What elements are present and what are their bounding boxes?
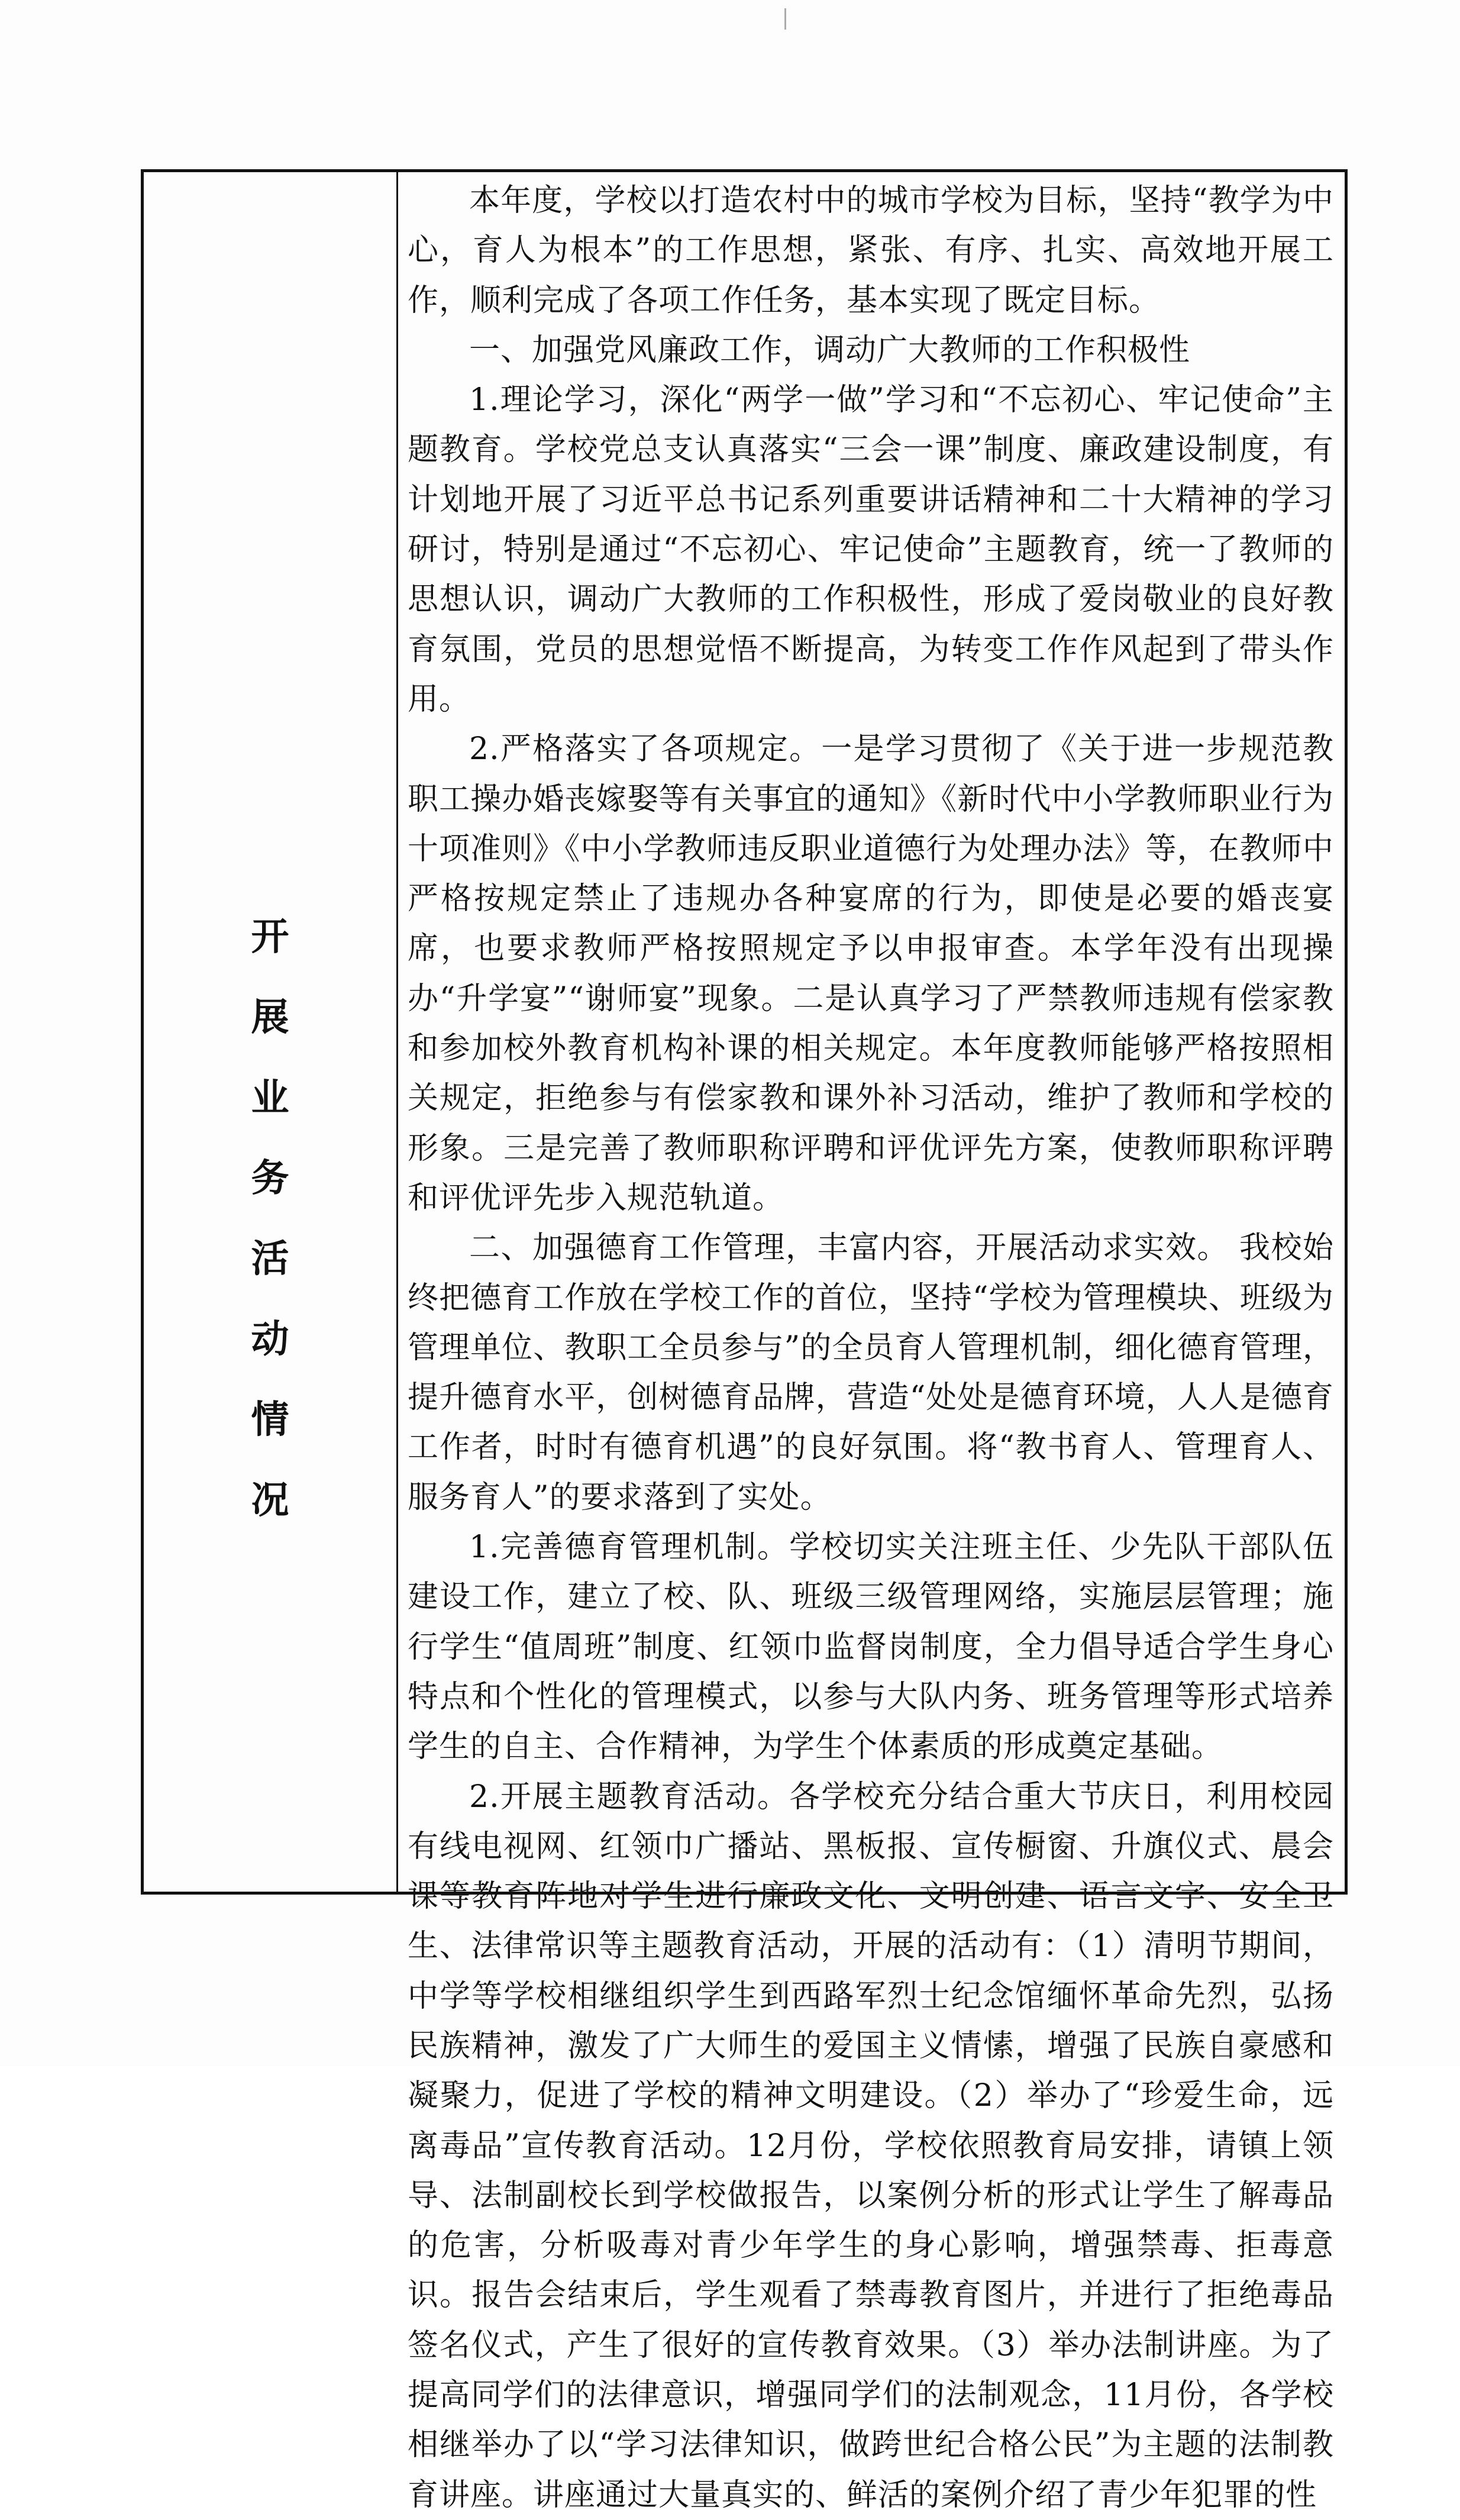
- content-body: [408, 176, 1334, 2520]
- label-char: 情: [251, 1398, 289, 1442]
- label-char: 开: [251, 915, 289, 959]
- activity-form-table: [141, 169, 1348, 2513]
- label-char: 况: [251, 1478, 289, 1522]
- section-heading-moral-education: 二、加强德育工作管理，丰富内容，开展活动求实效。 我校始终把德育工作放在学校工作的首位，坚持“学校为管理模块、班级为管理单位、教职工全员参与”的全员育人管理机制，细化德育管理，提升德育水平，创树德育品牌，营造“处处是德育环境，人人是德育工作者，时时有德育机遇”的良好氛围。将“教书育人、管理育人、服务育人”的要求落到了实处。: [408, 1230, 1334, 1515]
- paragraph-management-mechanism: 1.完善德育管理机制。学校切实关注班主任、少先队干部队伍建设工作，建立了校、队、班级三级管理网络，实施层层管理；施行学生“值周班”制度、红领巾监督岗制度，全力倡导适合学生身心特点和个性化的管理模式，以参与大队内务、班务管理等形式培养学生的自主、合作精神，为学生个体素质的形成奠定基础。: [408, 1530, 1334, 1765]
- scan-mark: [784, 8, 786, 30]
- label-char: 活: [251, 1237, 289, 1281]
- content-cell: [398, 172, 1345, 2513]
- label-char: 业: [251, 1076, 289, 1120]
- row-label-cell: [144, 172, 398, 1892]
- paragraph-theme-activities: 2.开展主题教育活动。各学校充分结合重大节庆日，利用校园有线电视网、红领巾广播站、黑板报、宣传橱窗、升旗仪式、晨会课等教育阵地对学生进行廉政文化、文明创建、语言文字、安全卫生、法律常识等主题教育活动，开展的活动有：（1）清明节期间，中学等学校相继组织学生到西路军烈士纪念馆缅怀革命先烈，弘扬民族精神，激发了广大师生的爱国主义情愫，增强了民族自豪感和凝聚力，促进了学校的精神文明建设。（2）举办了“珍爱生命，远离毒品”宣传教育活动。12月份，学校依照教育局安排，请镇上领导、法制副校长到学校做报告，以案例分析的形式让学生了解毒品的危害，分析吸毒对青少年学生的身心影响，增强禁毒、拒毒意识。报告会结束后，学生观看了禁毒教育图片，并进行了拒绝毒品签名仪式，产生了很好的宣传教育效果。（3）举办法制讲座。为了提高同学们的法律意识，增强同学们的法制观念，11月份，各学校相继举办了以“学习法律知识，做跨世纪合格公民”为主题的法制教育讲座。讲座通过大量真实的、鲜活的案例介绍了青少年犯罪的性: [408, 1779, 1334, 2513]
- label-char: 动: [251, 1317, 289, 1361]
- intro-paragraph: 本年度，学校以打造农村中的城市学校为目标，坚持“教学为中心，育人为根本”的工作思想，紧张、有序、扎实、高效地开展工作，顺利完成了各项工作任务，基本实现了既定目标。: [408, 183, 1334, 318]
- row-label: [144, 897, 396, 1541]
- label-char: 展: [251, 995, 289, 1040]
- section-heading-party: 一、加强党风廉政工作，调动广大教师的工作积极性: [469, 332, 1191, 368]
- paragraph-theory-study: 1.理论学习，深化“两学一做”学习和“不忘初心、牢记使命”主题教育。学校党总支认真落实“三会一课”制度、廉政建设制度，有计划地开展了习近平总书记系列重要讲话精神和二十大精神的学习研讨，特别是通过“不忘初心、牢记使命”主题教育，统一了教师的思想认识，调动广大教师的工作积极性，形成了爱岗敬业的良好教育氛围，党员的思想觉悟不断提高，为转变工作作风起到了带头作用。: [408, 382, 1334, 717]
- label-char: 务: [251, 1156, 289, 1201]
- paragraph-regulations: 2.严格落实了各项规定。一是学习贯彻了《关于进一步规范教职工操办婚丧嫁娶等有关事宜的通知》《新时代中小学教师职业行为十项准则》《中小学教师违反职业道德行为处理办法》等，在教师中严格按规定禁止了违规办各种宴席的行为，即使是必要的婚丧宴席，也要求教师严格按照规定予以申报审查。本学年没有出现操办“升学宴”“谢师宴”现象。二是认真学习了严禁教师违规有偿家教和参加校外教育机构补课的相关规定。本年度教师能够严格按照相关规定，拒绝参与有偿家教和课外补习活动，维护了教师和学校的形象。三是完善了教师职称评聘和评优评先方案，使教师职称评聘和评优评先步入规范轨道。: [408, 731, 1334, 1216]
